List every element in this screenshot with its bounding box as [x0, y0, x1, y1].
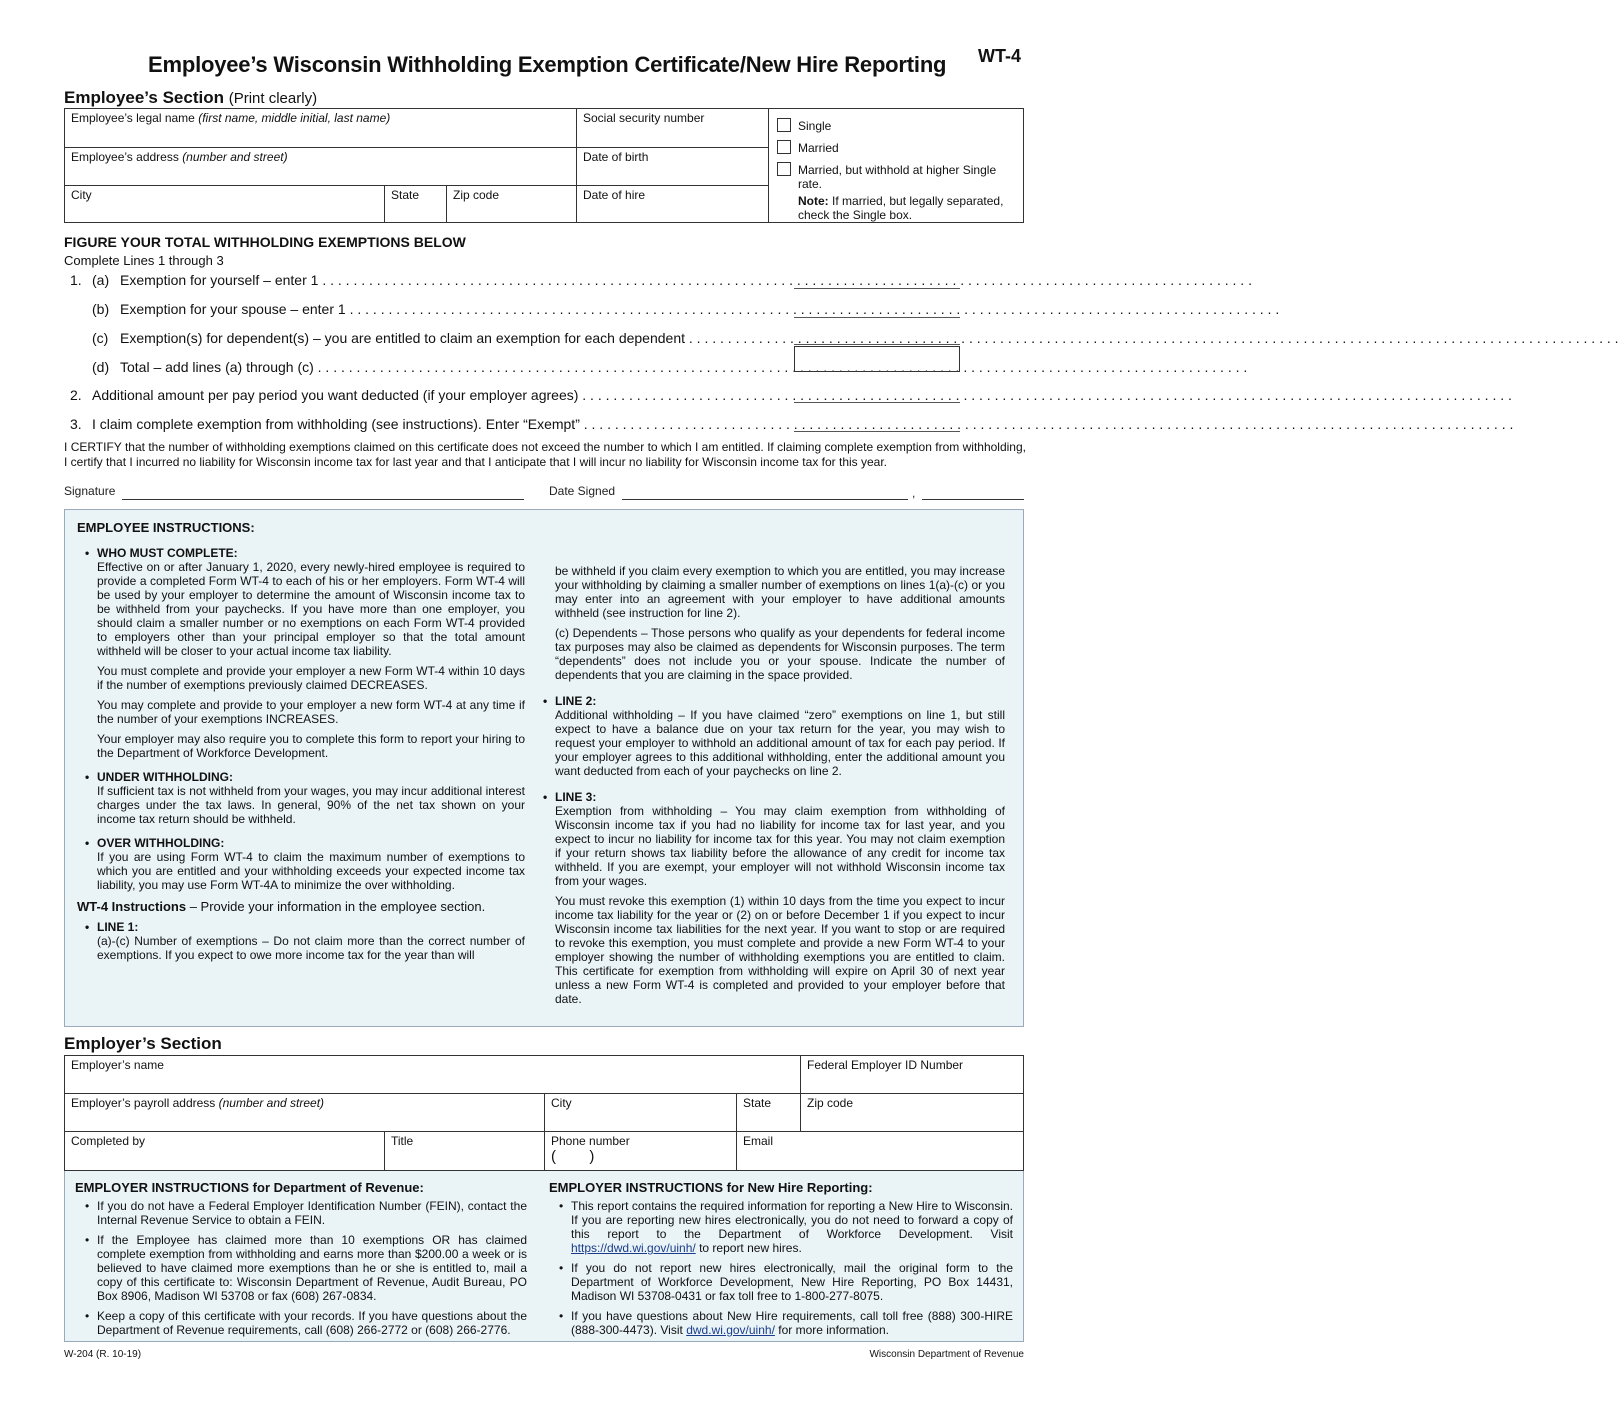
married-higher-single-checkbox[interactable]	[777, 162, 791, 176]
instructions-right-column	[555, 564, 1005, 1012]
employer-zip-field[interactable]: Zip code	[801, 1094, 1023, 1132]
employee-section-heading	[64, 88, 317, 108]
instructions-left-column	[75, 546, 525, 968]
employer-instructions-panel	[64, 1171, 1024, 1342]
date-year-line[interactable]	[922, 498, 1024, 500]
line1-paragraph-1-continued: be withheld if you claim every exemption to which you are entitled, you may increase your withholding by claiming a smaller number of exemptions on lines 1(a)-(c) or you may enter into an agreement with your employer to have additional amounts withheld (see instruction for line 2).	[555, 564, 1005, 620]
completed-by-field[interactable]: Completed by	[65, 1132, 385, 1170]
line1-paragraph-2: (c) Dependents – Those persons who qualify as your dependents for federal income tax purposes may also be claimed as dependents for Wisconsin purposes. The term “dependents” does not include you or your spouse. Indicate the number of dependents that you are claiming in the space provided.	[555, 626, 1005, 682]
line3-heading: • LINE 3:	[533, 790, 1005, 804]
ssn-field[interactable]: Social security number	[577, 109, 769, 148]
line2-heading: • LINE 2:	[533, 694, 1005, 708]
married-higher-single-label: Married, but withhold at higher Single rate.	[798, 163, 997, 191]
line-1a-answer[interactable]	[794, 287, 960, 289]
under-withholding-text: If sufficient tax is not withheld from your wages, you may incur additional interest charges under the tax laws. In general, 90% of the net tax shown on your income tax return should be withheld.	[97, 784, 525, 826]
who-paragraph-4: Your employer may also require you to complete this form to report your hiring to the Department of Workforce Development.	[97, 732, 525, 760]
state-field[interactable]: State	[385, 186, 447, 222]
line-1c-answer[interactable]	[794, 343, 960, 345]
line-1a: 1. (a) Exemption for yourself – enter 1 . . . . . . . . . . . . . . . . . . . . . . . . . . . . . . . . . . . . . . . . . . . . . . . . . . . . . . . . . . . . . . . . . . . . . . . . . . . . . . . . . . . . . . . . . . . . . . . . . . . . . . . . . . . . . . . . . . . . . . . .	[70, 272, 1252, 288]
exemptions-heading: FIGURE YOUR TOTAL WITHHOLDING EXEMPTIONS BELOW	[64, 234, 466, 250]
line-1c: (c) Exemption(s) for dependent(s) – you are entitled to claim an exemption for each dependent . . . . . . . . . . . . . . . . . . . . . . . . . . . . . . . . . . . . . . . . . . . . . . . . . . . . . . . . . . . . . . . . . . . . . . . . . . . . . . . . . . . . . . . . . . . . . . . . . . . . . . . . . . . . . . . . . . . . . . . .	[92, 330, 1619, 346]
new-hire-item-1: • This report contains the required information for reporting a New Hire to Wisconsin. If you are reporting new hires electronically, you do not need to forward a copy of this report to the Department of Workforce Development. Visit https://dwd.wi.gov/uinh/ to report new hires.	[549, 1199, 1013, 1255]
line1-paragraph-1: (a)-(c) Number of exemptions – Do not claim more than the correct number of exemptions. If you expect to owe more income tax for the year than will	[97, 934, 525, 962]
new-hire-instructions-heading: EMPLOYER INSTRUCTIONS for New Hire Reporting:	[549, 1180, 873, 1195]
dor-item-3: • Keep a copy of this certificate with your records. If you have questions about the Department of Revenue requirements, call (608) 266-2772 or (608) 266-2776.	[75, 1309, 527, 1337]
under-withholding-heading: • UNDER WITHHOLDING:	[75, 770, 525, 784]
employee-section-note: (Print clearly)	[228, 90, 318, 107]
line-1d: (d) Total – add lines (a) through (c) . . . . . . . . . . . . . . . . . . . . . . . . . . . . . . . . . . . . . . . . . . . . . . . . . . . . . . . . . . . . . . . . . . . . . . . . . . . . . . . . . . . . . . . . . . . . . . . . . . . . . . . . . . . . . . . . . . . . . . . .	[92, 359, 1248, 375]
employer-city-field[interactable]: City	[545, 1094, 737, 1132]
who-paragraph-1: Effective on or after January 1, 2020, every newly-hired employee is required to provide a completed Form WT-4 to each of his or her employers. Form WT-4 will be used by your employer to determine the amount of Wisconsin income tax to be withheld from your paychecks. If you have more than one employer, you should claim a smaller number or no exemptions on each Form WT-4 provided to employers other than your principal employer so that the total amount withheld will be closer to your actual income tax liability.	[97, 560, 525, 658]
employee-instructions-heading: EMPLOYEE INSTRUCTIONS:	[77, 520, 255, 535]
signature-label: Signature	[64, 484, 116, 498]
fein-field[interactable]: Federal Employer ID Number	[801, 1056, 1023, 1094]
line-1b: (b) Exemption for your spouse – enter 1 . . . . . . . . . . . . . . . . . . . . . . . . . . . . . . . . . . . . . . . . . . . . . . . . . . . . . . . . . . . . . . . . . . . . . . . . . . . . . . . . . . . . . . . . . . . . . . . . . . . . . . . . . . . . . . . . . . . . . . . .	[92, 301, 1280, 317]
city-field[interactable]: City	[65, 186, 385, 222]
over-withholding-heading: • OVER WITHHOLDING:	[75, 836, 525, 850]
address-field[interactable]: Employee’s address (number and street)	[65, 148, 577, 186]
form-id: WT-4	[978, 46, 1021, 66]
certification-text: I CERTIFY that the number of withholding exemptions claimed on this certificate does not exceed the number to which I am entitled. If claiming complete exemption from withholding, I certify that I incurred no liability for Wisconsin income tax for last year and that I anticipate that I will incur no liability for Wisconsin income tax for this year.	[64, 440, 1026, 469]
form-revision: W-204 (R. 10-19)	[64, 1349, 142, 1360]
email-field[interactable]: Email	[743, 1134, 774, 1148]
signature-line[interactable]	[122, 498, 524, 500]
who-paragraph-2: You must complete and provide your employer a new Form WT-4 within 10 days if the number of exemptions previously claimed DECREASES.	[97, 664, 525, 692]
line2-text: Additional withholding – If you have claimed “zero” exemptions on line 1, but still expect to have a balance due on your tax return for the year, you may wish to request your employer to withhold an additional amount of tax for each pay period. If your employer agrees to this additional withholding, enter the additional amount you want deducted from each of your paychecks on line 2.	[555, 708, 1005, 778]
employee-section-title: Employee’s Section	[64, 88, 224, 107]
married-checkbox[interactable]	[777, 140, 791, 154]
over-withholding-text: If you are using Form WT-4 to claim the maximum number of exemptions to which you are entitled and your withholding exceeds your expected income tax liability, you may use Form WT-4A to minimize the over withholding.	[97, 850, 525, 892]
new-hire-item-2: • If you do not report new hires electronically, mail the original form to the Department of Workforce Development, New Hire Reporting, PO Box 14431, Madison WI 53708-0431 or fax toll free to 1-800-277-8075.	[549, 1261, 1013, 1303]
agency-name: Wisconsin Department of Revenue	[869, 1349, 1024, 1360]
wt4-instructions: WT-4 Instructions – Provide your information in the employee section.	[77, 899, 486, 914]
line-2: 2. Additional amount per pay period you want deducted (if your employer agrees) . . . . . . . . . . . . . . . . . . . . . . . . . . . . . . . . . . . . . . . . . . . . . . . . . . . . . . . . . . . . . . . . . . . . . . . . . . . . . . . . . . . . . . . . . . . . . . . . . . . . . . . . . . . . . . . . . . . . . . . .	[70, 387, 1512, 403]
who-paragraph-3: You may complete and provide to your employer a new form WT-4 at any time if the number of your exemptions INCREASES.	[97, 698, 525, 726]
dob-field[interactable]: Date of birth	[577, 148, 769, 186]
dwd-uinh-link-2[interactable]: dwd.wi.gov/uinh/	[686, 1323, 775, 1337]
employer-section-heading: Employer’s Section	[64, 1034, 222, 1053]
married-label: Married	[798, 141, 839, 155]
phone-area-code: ( )	[551, 1148, 595, 1165]
status-note: Note: If married, but legally separated, check the Single box.	[798, 194, 1004, 222]
line-1d-total-box[interactable]	[794, 346, 960, 372]
single-checkbox[interactable]	[777, 118, 791, 132]
phone-field[interactable]: Phone number ( )	[545, 1132, 737, 1170]
line1-heading: • LINE 1:	[75, 920, 525, 934]
zip-field[interactable]: Zip code	[447, 186, 577, 222]
date-comma: ,	[912, 486, 916, 500]
date-signed-line[interactable]	[622, 498, 908, 500]
exemptions-subheading: Complete Lines 1 through 3	[64, 253, 224, 268]
employee-instructions-panel	[64, 509, 1024, 1027]
employer-state-field[interactable]: State	[737, 1094, 801, 1132]
dor-item-1: • If you do not have a Federal Employer Identification Number (FEIN), contact the Internal Revenue Service to obtain a FEIN.	[75, 1199, 527, 1227]
title-field[interactable]: Title	[385, 1132, 545, 1170]
single-label: Single	[798, 119, 832, 133]
date-signed-label: Date Signed	[549, 484, 616, 498]
line-3-answer[interactable]	[794, 430, 960, 432]
line-3: 3. I claim complete exemption from withholding (see instructions). Enter “Exempt” . . . . . . . . . . . . . . . . . . . . . . . . . . . . . . . . . . . . . . . . . . . . . . . . . . . . . . . . . . . . . . . . . . . . . . . . . . . . . . . . . . . . . . . . . . . . . . . . . . . . . . . . . . . . . . . . . . . . . . . .	[70, 416, 1514, 432]
legal-name-field[interactable]: Employee’s legal name (first name, middle initial, last name)	[65, 109, 577, 148]
employer-name-field[interactable]: Employer’s name	[65, 1056, 801, 1094]
form-title: Employee’s Wisconsin Withholding Exemption Certificate/New Hire Reporting	[148, 52, 947, 77]
who-must-complete-heading: • WHO MUST COMPLETE:	[75, 546, 525, 560]
line-2-answer[interactable]	[794, 401, 960, 403]
employer-info-table	[64, 1055, 1024, 1171]
hire-date-field[interactable]: Date of hire	[577, 186, 769, 222]
new-hire-instructions	[549, 1181, 1013, 1337]
dor-instructions	[75, 1181, 527, 1337]
line-1b-answer[interactable]	[794, 316, 960, 318]
line3-paragraph-1: Exemption from withholding – You may claim exemption from withholding of Wisconsin income tax if you had no liability for income tax for last year, and you expect to incur no liability for income tax for this year. You may not claim exemption if your return shows tax liability before the allowance of any credit for income tax withheld. If you are exempt, your employer will not withhold Wisconsin income tax from your wages.	[555, 804, 1005, 888]
dwd-uinh-link[interactable]: https://dwd.wi.gov/uinh/	[571, 1241, 696, 1255]
employer-address-field[interactable]: Employer’s payroll address (number and street)	[65, 1094, 545, 1132]
line3-paragraph-2: You must revoke this exemption (1) within 10 days from the time you expect to incur income tax liability for the year or (2) on or before December 1 if you expect to incur Wisconsin income tax liabilities for the next year. If you want to stop or are required to revoke this exemption, you must complete and provide a new Form WT-4 to your employer showing the number of withholding exemptions you are entitled to claim. This certificate for exemption from withholding will expire on April 30 of next year unless a new Form WT-4 is completed and provided to your employer before that date.	[555, 894, 1005, 1006]
new-hire-item-3: • If you have questions about New Hire requirements, call toll free (888) 300-HIRE (888-300-4473). Visit dwd.wi.gov/uinh/ for more information.	[549, 1309, 1013, 1337]
dor-item-2: • If the Employee has claimed more than 10 exemptions OR has claimed complete exemption from withholding and earns more than $200.00 a week or is believed to have claimed more exemptions than he or she is entitled to, mail a copy of this certificate to: Wisconsin Department of Revenue, Audit Bureau, PO Box 8906, Madison WI 53708 or fax (608) 267-0834.	[75, 1233, 527, 1303]
employee-info-table	[64, 108, 1024, 223]
dor-instructions-heading: EMPLOYER INSTRUCTIONS for Department of Revenue:	[75, 1180, 424, 1195]
